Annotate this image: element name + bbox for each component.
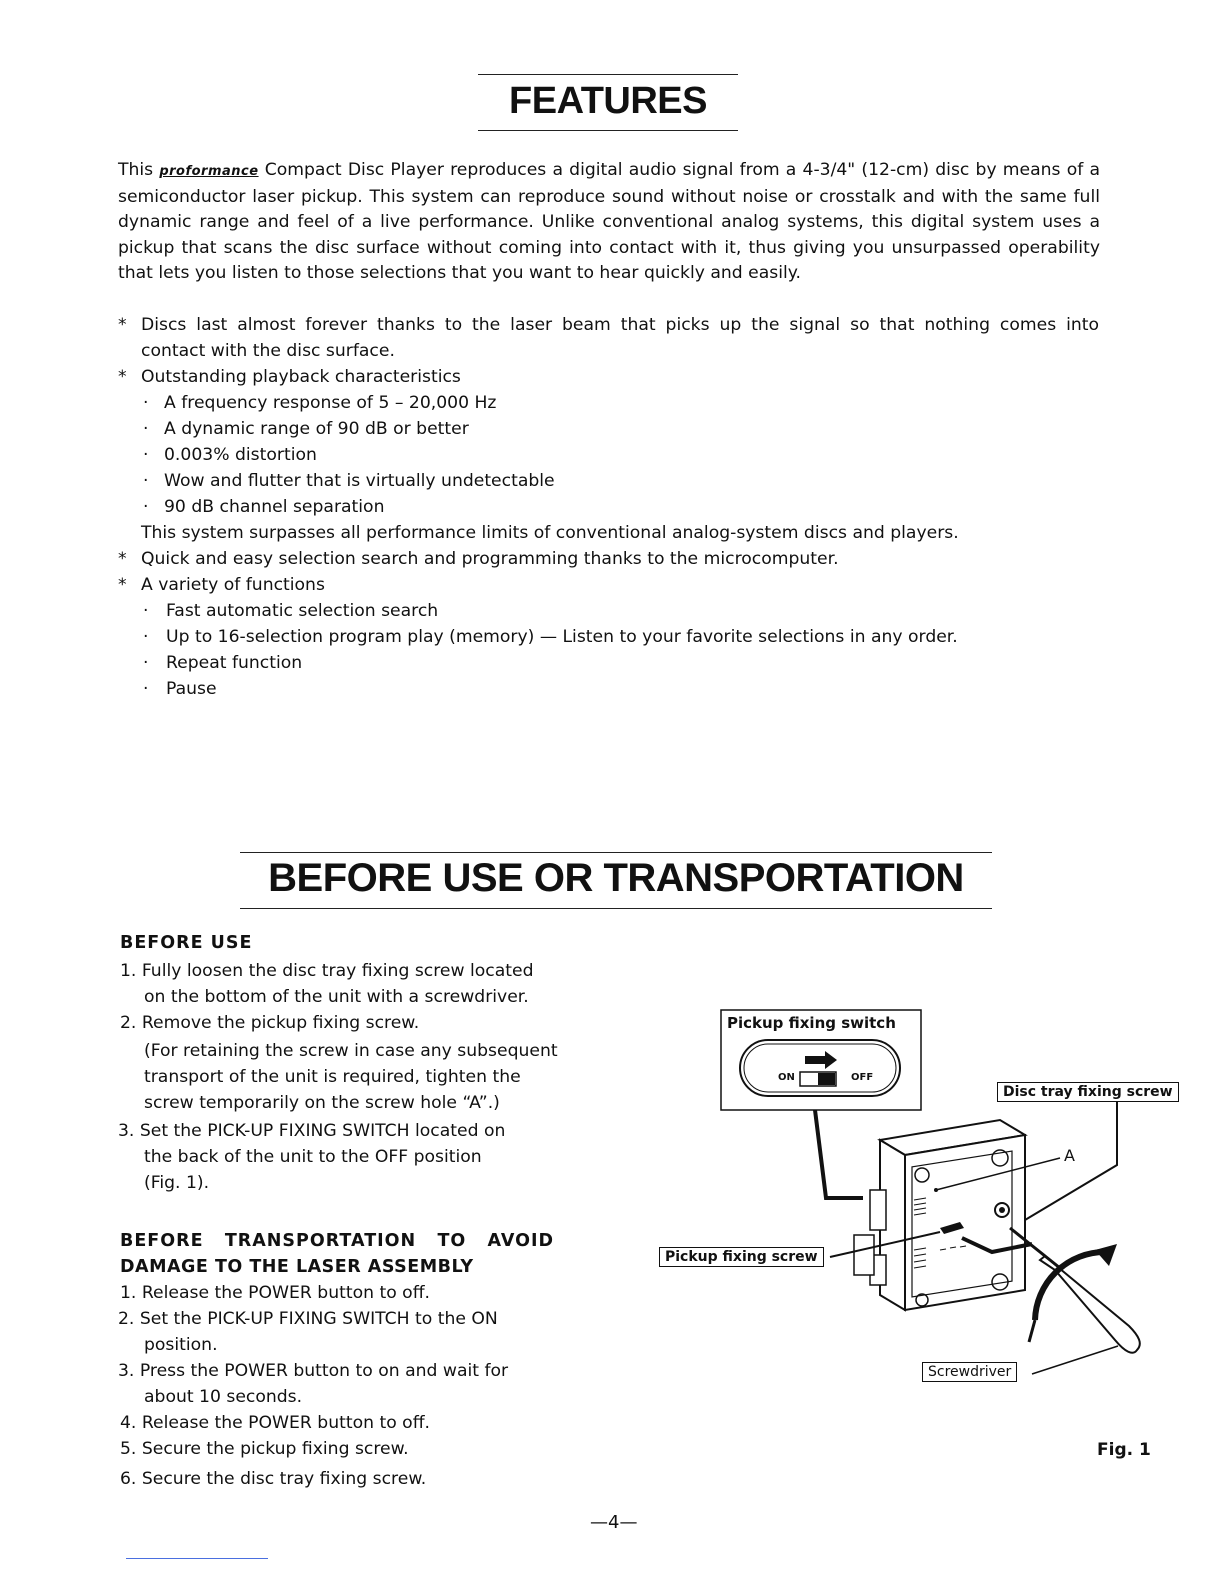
sub-dot: ·	[143, 393, 149, 413]
trans-step-4: 4. Release the POWER button to off.	[120, 1413, 430, 1433]
screwdriver-icon	[1010, 1228, 1140, 1353]
sub2-item: Wow and flutter that is virtually undetectable	[164, 471, 555, 491]
features-rule-bottom	[478, 130, 738, 131]
features-title: FEATURES	[509, 80, 707, 122]
intro-text: Compact Disc Player reproduces a digital audio signal from a 4-3/4" (12-cm) disc by means of a semiconductor laser pickup. This system can reproduce sound without noise or crosstalk and with the same full dynamic range and feel of a live performance. Unlike conventional analog systems, this digital system uses a pickup that scans the disc surface without coming into contact with it, thus giving you unsurpassed operability that lets you listen to those selections that you want to hear quickly and easily.	[118, 160, 1100, 284]
bullet-asterisk: *	[118, 315, 127, 335]
trans-step-5: 5. Secure the pickup fixing screw.	[120, 1439, 409, 1459]
sub2-item: 0.003% distortion	[164, 445, 317, 465]
footer-link-line	[126, 1558, 268, 1559]
fig1-drawing	[640, 1000, 1200, 1420]
use-step-3: 3. Set the PICK-UP FIXING SWITCH located on	[118, 1121, 506, 1141]
trans-step-3-cont: about 10 seconds.	[144, 1387, 303, 1407]
trans-step-3: 3. Press the POWER button to on and wait for	[118, 1361, 509, 1381]
bullet-asterisk: *	[118, 575, 127, 595]
bullet-asterisk: *	[118, 367, 127, 387]
fig1-illustration	[640, 1000, 1200, 1420]
sub2-item: A dynamic range of 90 dB or better	[164, 419, 469, 439]
trans-step-2-cont: position.	[144, 1335, 218, 1355]
use-step-3-cont: (Fig. 1).	[144, 1173, 210, 1193]
disc-tray-screw-label: Disc tray fixing screw	[997, 1082, 1179, 1102]
bullet3-text: Quick and easy selection search and programming thanks to the microcomputer.	[141, 549, 839, 569]
before-title: BEFORE USE OR TRANSPORTATION	[268, 856, 964, 900]
bullet2-text: Outstanding playback characteristics	[141, 367, 461, 387]
use-step-1-cont: on the bottom of the unit with a screwdriver.	[144, 987, 529, 1007]
bullet1-line1: Discs last almost forever thanks to the laser beam that picks up the signal so that nothing comes into	[141, 315, 1099, 335]
before-rule-bottom	[240, 908, 992, 909]
sub4-item: Repeat function	[166, 653, 303, 673]
switch-on-label: ON	[778, 1072, 795, 1083]
use-step-1: 1. Fully loosen the disc tray fixing screw located	[120, 961, 534, 981]
use-step-2: 2. Remove the pickup fixing screw.	[120, 1013, 420, 1033]
hole-a-label: A	[1064, 1146, 1075, 1165]
fig-caption: Fig. 1	[1097, 1440, 1151, 1460]
pickup-screw-label: Pickup fixing screw	[659, 1247, 824, 1267]
sub4-item: Pause	[166, 679, 217, 699]
brand-logo: proformance	[159, 164, 259, 179]
sub4-item: Fast automatic selection search	[166, 601, 439, 621]
features-rule-top	[478, 74, 738, 75]
before-rule-top	[240, 852, 992, 853]
sub-dot: ·	[143, 627, 149, 647]
sub-dot: ·	[143, 471, 149, 491]
sub2-item: A frequency response of 5 – 20,000 Hz	[164, 393, 497, 413]
use-step-2-note: (For retaining the screw in case any subsequent	[144, 1041, 558, 1061]
sub-dot: ·	[143, 419, 149, 439]
bullet1-line2: contact with the disc surface.	[141, 341, 395, 361]
sub4-item: Up to 16-selection program play (memory) — Listen to your favorite selections in any order.	[166, 627, 958, 647]
pickup-fixing-switch-label: Pickup fixing switch	[727, 1014, 896, 1032]
switch-off-label: OFF	[851, 1072, 874, 1083]
use-step-3-cont: the back of the unit to the OFF position	[144, 1147, 482, 1167]
trans-step-2: 2. Set the PICK-UP FIXING SWITCH to the ON	[118, 1309, 498, 1329]
surpass-text: This system surpasses all performance limits of conventional analog-system discs and players.	[141, 523, 959, 543]
sub2-item: 90 dB channel separation	[164, 497, 385, 517]
sub-dot: ·	[143, 653, 149, 673]
transport-heading: BEFORE TRANSPORTATION TO AVOID	[120, 1231, 555, 1251]
sub-dot: ·	[143, 601, 149, 621]
sub-dot: ·	[143, 679, 149, 699]
intro-pre: This	[118, 160, 154, 180]
before-use-heading: BEFORE USE	[120, 933, 253, 953]
use-step-2-note: transport of the unit is required, tighten the	[144, 1067, 521, 1087]
trans-step-1: 1. Release the POWER button to off.	[120, 1283, 430, 1303]
bullet-asterisk: *	[118, 549, 127, 569]
sub-dot: ·	[143, 497, 149, 517]
trans-step-6: 6. Secure the disc tray fixing screw.	[120, 1469, 427, 1489]
cd-unit-icon	[854, 1120, 1032, 1310]
screwdriver-label: Screwdriver	[922, 1362, 1017, 1382]
bullet4-text: A variety of functions	[141, 575, 325, 595]
transport-heading-cont: DAMAGE TO THE LASER ASSEMBLY	[120, 1257, 474, 1277]
sub-dot: ·	[143, 445, 149, 465]
page-number: —4—	[590, 1512, 638, 1533]
features-intro	[118, 158, 1100, 287]
use-step-2-note: screw temporarily on the screw hole “A”.)	[144, 1093, 500, 1113]
